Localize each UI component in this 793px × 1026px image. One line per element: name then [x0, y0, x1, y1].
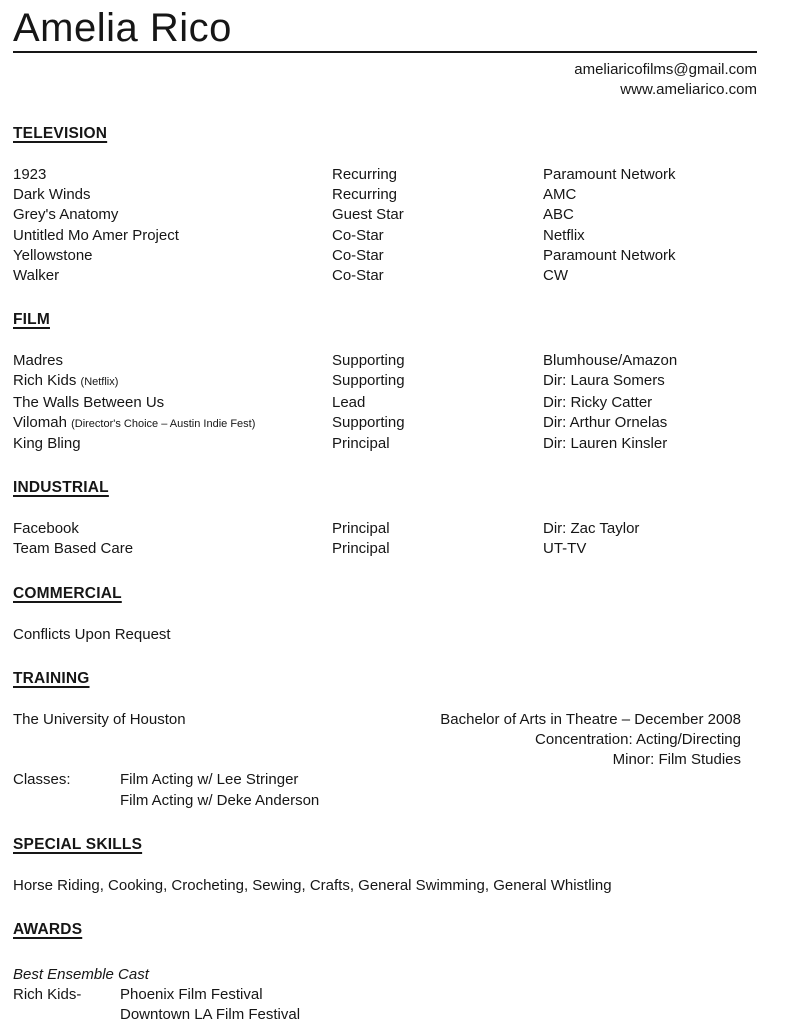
special-skills-text: Horse Riding, Cooking, Crocheting, Sewing, Crafts, General Swimming, General Whistling: [13, 876, 612, 894]
section-heading-training: TRAINING: [13, 669, 90, 687]
credit-role: Principal: [332, 435, 390, 453]
header: [13, 8, 757, 100]
section-industrial: [13, 479, 757, 559]
section-heading-film: FILM: [13, 311, 50, 329]
credit-title: Walker: [13, 267, 60, 285]
credit-row: [13, 266, 757, 286]
television-rows: [13, 165, 757, 286]
credit-company: Dir: Lauren Kinsler: [543, 435, 668, 453]
credit-row: [13, 539, 757, 559]
credit-company: Netflix: [543, 226, 585, 244]
credit-row: [13, 185, 757, 205]
credit-row: [13, 393, 757, 413]
class-item: Film Acting w/ Deke Anderson: [120, 791, 320, 809]
classes-list: [120, 770, 757, 810]
award-title: Best Ensemble Cast: [13, 966, 149, 984]
industrial-rows: [13, 519, 757, 559]
credit-row: [13, 205, 757, 225]
credit-role: Supporting: [332, 352, 405, 370]
section-heading-industrial: INDUSTRIAL: [13, 479, 109, 497]
degree-line: Bachelor of Arts in Theatre – December 2008: [440, 710, 741, 728]
training-education-row: [13, 710, 757, 771]
credit-title: Rich Kids (Netflix): [13, 372, 119, 390]
credit-row: [13, 351, 757, 371]
award-project-row: [13, 985, 757, 1025]
school-name: The University of Houston: [13, 710, 186, 728]
section-heading-commercial: COMMERCIAL: [13, 584, 122, 602]
festival-list: [120, 985, 757, 1025]
credit-company: ABC: [543, 206, 574, 224]
credit-company: AMC: [543, 186, 577, 204]
section-training: [13, 670, 757, 811]
credit-company: Dir: Laura Somers: [543, 372, 665, 390]
credit-role: Recurring: [332, 166, 398, 183]
award-project-label: Rich Kids-: [13, 986, 82, 1004]
credit-title: Vilomah (Director's Choice – Austin Indie Fest): [13, 413, 256, 431]
website-text: www.ameliarico.com: [620, 81, 757, 98]
credit-row: [13, 165, 757, 185]
credit-role: Principal: [332, 540, 390, 558]
credit-company: Paramount Network: [543, 246, 676, 264]
credit-company: UT-TV: [543, 540, 587, 558]
credit-role: Recurring: [332, 186, 398, 204]
credit-role: Co-Star: [332, 246, 384, 264]
classes-row: [13, 770, 757, 810]
festival-item: Downtown LA Film Festival: [120, 1006, 301, 1024]
credit-note: (Director's Choice – Austin Indie Fest): [71, 417, 256, 430]
degree-line: Minor: Film Studies: [612, 751, 741, 769]
credit-row: [13, 413, 757, 434]
credit-title: King Bling: [13, 435, 81, 453]
credit-company: Dir: Ricky Catter: [543, 393, 653, 411]
credit-title: Untitled Mo Amer Project: [13, 226, 179, 244]
credit-role: Co-Star: [332, 226, 384, 244]
class-item: Film Acting w/ Lee Stringer: [120, 771, 299, 789]
section-commercial: [13, 585, 757, 645]
credit-title: Yellowstone: [13, 246, 93, 264]
classes-label: Classes:: [13, 771, 71, 789]
section-heading-television: TELEVISION: [13, 125, 108, 142]
email-text: ameliaricofilms@gmail.com: [574, 61, 757, 78]
section-television: [13, 125, 757, 286]
festival-item: Phoenix Film Festival: [120, 986, 263, 1004]
credit-row: [13, 434, 757, 454]
credit-row: [13, 519, 757, 539]
section-awards: [13, 921, 757, 1026]
credit-title: Grey's Anatomy: [13, 206, 119, 224]
credit-company: CW: [543, 267, 568, 285]
degree-block: [440, 710, 757, 771]
page-title: Amelia Rico: [13, 8, 757, 53]
credit-company: Paramount Network: [543, 166, 676, 183]
section-heading-special-skills: SPECIAL SKILLS: [13, 835, 143, 853]
credit-title: Dark Winds: [13, 186, 91, 204]
credit-title: 1923: [13, 166, 47, 183]
contact-block: [13, 60, 757, 100]
credit-title: The Walls Between Us: [13, 393, 165, 411]
credit-row: [13, 226, 757, 246]
credit-role: Supporting: [332, 372, 405, 390]
credit-role: Principal: [332, 520, 390, 538]
degree-line: Concentration: Acting/Directing: [535, 731, 741, 749]
film-rows: [13, 351, 757, 454]
credit-company: Blumhouse/Amazon: [543, 352, 678, 370]
credit-role: Supporting: [332, 413, 405, 431]
credit-note: (Netflix): [80, 376, 119, 389]
commercial-text: Conflicts Upon Request: [13, 625, 171, 643]
credit-role: Lead: [332, 393, 366, 411]
credit-role: Co-Star: [332, 267, 384, 285]
credit-title: Facebook: [13, 520, 79, 538]
credit-role: Guest Star: [332, 206, 404, 224]
section-heading-awards: AWARDS: [13, 921, 83, 939]
section-special-skills: [13, 836, 757, 896]
credit-row: [13, 246, 757, 266]
credit-title: Madres: [13, 352, 64, 370]
credit-company: Dir: Zac Taylor: [543, 520, 640, 538]
credit-row: [13, 371, 757, 392]
credit-company: Dir: Arthur Ornelas: [543, 413, 668, 431]
awards-block: [13, 965, 757, 1026]
section-film: [13, 311, 757, 454]
credit-title: Team Based Care: [13, 540, 134, 558]
